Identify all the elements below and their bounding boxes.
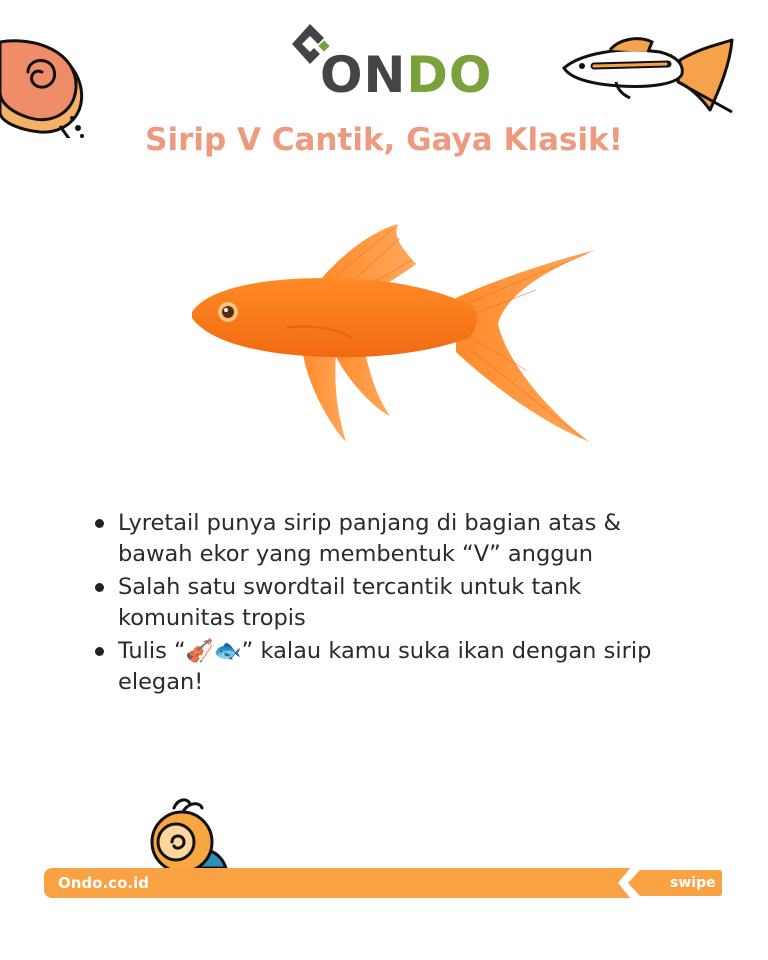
swipe-label: swipe — [670, 875, 716, 891]
logo-wordmark — [320, 46, 493, 104]
ondo-logo — [290, 22, 493, 104]
list-item-text: Salah satu swordtail tercantik untuk tank komunitas tropis — [118, 574, 582, 631]
list-item — [92, 508, 692, 570]
list-item — [92, 572, 692, 634]
site-link[interactable]: Ondo.co.id — [58, 874, 149, 892]
list-item-text: Lyretail punya sirip panjang di bagian atas & bawah ekor yang membentuk “V” anggun — [118, 510, 621, 567]
logo-text-on: ON — [320, 46, 407, 104]
striped-fish-icon — [560, 30, 740, 120]
orange-lyretail-swordtail-fish-illustration — [186, 220, 606, 450]
bullet-icon — [95, 583, 104, 592]
small-snail-icon — [144, 798, 230, 870]
page-title: Sirip V Cantik, Gaya Klasik! — [145, 122, 623, 158]
swipe-button[interactable] — [610, 864, 726, 902]
feature-list — [92, 508, 692, 700]
list-item — [92, 636, 692, 698]
bullet-icon — [95, 647, 104, 656]
bullet-icon — [95, 519, 104, 528]
logo-text-do: DO — [406, 46, 493, 104]
list-item-text: Tulis “🎻🐟” kalau kamu suka ikan dengan sirip elegan! — [118, 638, 652, 695]
